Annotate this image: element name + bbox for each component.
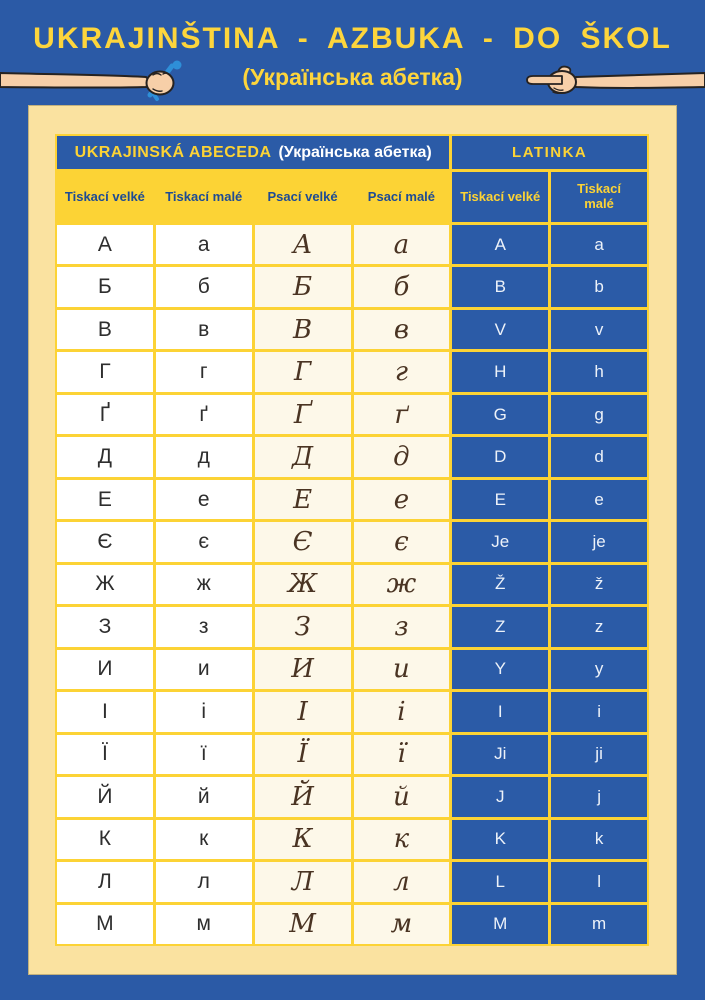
cell-lat-lower: h — [551, 352, 647, 391]
cell-cyr-script-upper: А — [255, 225, 351, 264]
cell-lat-upper: A — [452, 225, 548, 264]
cell-lat-lower: j — [551, 777, 647, 816]
cell-lat-lower: v — [551, 310, 647, 349]
cell-cyr-script-upper: Ж — [255, 565, 351, 604]
cell-lat-upper: G — [452, 395, 548, 434]
column-header-cyr-print-upper: Tiskací velké — [57, 172, 153, 222]
cell-cyr-print-lower: м — [156, 905, 252, 944]
cell-cyr-print-lower: в — [156, 310, 252, 349]
cell-cyr-script-lower: л — [354, 862, 450, 901]
cell-cyr-print-upper: А — [57, 225, 153, 264]
cell-cyr-script-lower: ж — [354, 565, 450, 604]
group-header-latin: LATINKA — [452, 136, 647, 169]
cell-cyr-script-upper: І — [255, 692, 351, 731]
cell-cyr-print-lower: і — [156, 692, 252, 731]
cell-cyr-print-upper: Е — [57, 480, 153, 519]
cell-cyr-print-lower: д — [156, 437, 252, 476]
group-header-ukrainian — [57, 136, 449, 169]
cell-lat-upper: Z — [452, 607, 548, 646]
cell-cyr-script-upper: В — [255, 310, 351, 349]
column-header-lat-print-upper: Tiskací velké — [452, 172, 548, 222]
group-header-ukrainian-main: UKRAJINSKÁ ABECEDA — [74, 143, 272, 161]
cell-cyr-print-upper: Ж — [57, 565, 153, 604]
cell-cyr-script-upper: Ї — [255, 735, 351, 774]
cell-lat-upper: M — [452, 905, 548, 944]
cell-cyr-print-lower: к — [156, 820, 252, 859]
cell-cyr-script-upper: Д — [255, 437, 351, 476]
cell-cyr-script-lower: ґ — [354, 395, 450, 434]
column-header-lat-print-lower: Tiskací malé — [551, 172, 647, 222]
cell-cyr-script-upper: И — [255, 650, 351, 689]
cell-cyr-print-upper: Л — [57, 862, 153, 901]
cell-lat-upper: Ž — [452, 565, 548, 604]
cell-lat-lower: y — [551, 650, 647, 689]
cell-lat-upper: V — [452, 310, 548, 349]
cell-cyr-print-upper: М — [57, 905, 153, 944]
cell-cyr-script-lower: з — [354, 607, 450, 646]
cell-cyr-print-lower: г — [156, 352, 252, 391]
cell-cyr-print-upper: Г — [57, 352, 153, 391]
cell-cyr-script-lower: б — [354, 267, 450, 306]
page-title: UKRAJINŠTINA - AZBUKA - DO ŠKOL — [33, 22, 672, 55]
cell-cyr-script-lower: й — [354, 777, 450, 816]
cell-lat-upper: L — [452, 862, 548, 901]
alphabet-table — [55, 134, 649, 946]
pointing-hand-icon — [520, 57, 705, 103]
cell-cyr-print-lower: л — [156, 862, 252, 901]
cell-cyr-print-lower: ї — [156, 735, 252, 774]
cell-cyr-print-upper: В — [57, 310, 153, 349]
cell-cyr-script-upper: Г — [255, 352, 351, 391]
cell-cyr-print-upper: К — [57, 820, 153, 859]
cell-lat-upper: J — [452, 777, 548, 816]
cell-lat-upper: I — [452, 692, 548, 731]
cell-cyr-print-lower: є — [156, 522, 252, 561]
column-header-cyr-script-lower: Psací malé — [354, 172, 450, 222]
cell-cyr-print-upper: Й — [57, 777, 153, 816]
cell-cyr-print-upper: З — [57, 607, 153, 646]
cell-cyr-print-lower: е — [156, 480, 252, 519]
cell-cyr-script-upper: К — [255, 820, 351, 859]
cell-cyr-script-lower: к — [354, 820, 450, 859]
cell-cyr-script-upper: Ґ — [255, 395, 351, 434]
cell-cyr-print-lower: а — [156, 225, 252, 264]
cell-cyr-print-lower: ґ — [156, 395, 252, 434]
cell-cyr-print-upper: Ґ — [57, 395, 153, 434]
cell-cyr-print-upper: Є — [57, 522, 153, 561]
cell-cyr-print-upper: Ї — [57, 735, 153, 774]
cell-cyr-print-lower: б — [156, 267, 252, 306]
column-header-cyr-script-upper: Psací velké — [255, 172, 351, 222]
cell-lat-upper: Ji — [452, 735, 548, 774]
cell-cyr-script-upper: Е — [255, 480, 351, 519]
cell-lat-upper: D — [452, 437, 548, 476]
cell-cyr-print-lower: и — [156, 650, 252, 689]
cell-lat-lower: d — [551, 437, 647, 476]
group-header-ukrainian-secondary: (Українська абетка) — [278, 143, 432, 161]
cell-lat-lower: a — [551, 225, 647, 264]
cell-lat-lower: g — [551, 395, 647, 434]
cell-cyr-script-upper: Б — [255, 267, 351, 306]
cell-lat-lower: i — [551, 692, 647, 731]
cell-lat-lower: e — [551, 480, 647, 519]
cell-cyr-print-upper: Б — [57, 267, 153, 306]
cell-cyr-script-upper: Й — [255, 777, 351, 816]
cell-lat-upper: K — [452, 820, 548, 859]
cell-lat-upper: H — [452, 352, 548, 391]
cell-lat-lower: je — [551, 522, 647, 561]
cell-cyr-script-lower: в — [354, 310, 450, 349]
chart-panel — [28, 105, 677, 975]
cell-cyr-script-upper: Л — [255, 862, 351, 901]
cell-lat-lower: ji — [551, 735, 647, 774]
cell-cyr-print-lower: ж — [156, 565, 252, 604]
cell-cyr-script-lower: і — [354, 692, 450, 731]
cell-cyr-script-lower: д — [354, 437, 450, 476]
cell-cyr-print-upper: І — [57, 692, 153, 731]
cell-cyr-script-upper: Є — [255, 522, 351, 561]
cell-lat-lower: ž — [551, 565, 647, 604]
cell-cyr-script-lower: г — [354, 352, 450, 391]
cell-lat-lower: z — [551, 607, 647, 646]
cell-cyr-print-upper: И — [57, 650, 153, 689]
cell-lat-lower: k — [551, 820, 647, 859]
cell-cyr-script-lower: а — [354, 225, 450, 264]
cell-cyr-print-lower: з — [156, 607, 252, 646]
cell-lat-upper: B — [452, 267, 548, 306]
cell-cyr-script-lower: е — [354, 480, 450, 519]
cell-lat-lower: b — [551, 267, 647, 306]
cell-lat-upper: Y — [452, 650, 548, 689]
cell-cyr-script-lower: ї — [354, 735, 450, 774]
cell-lat-upper: E — [452, 480, 548, 519]
cell-cyr-script-lower: м — [354, 905, 450, 944]
cell-cyr-script-upper: З — [255, 607, 351, 646]
page-subtitle: (Українська абетка) — [242, 64, 463, 90]
cell-cyr-script-lower: и — [354, 650, 450, 689]
cell-lat-lower: m — [551, 905, 647, 944]
cell-lat-lower: l — [551, 862, 647, 901]
cell-cyr-script-upper: М — [255, 905, 351, 944]
cell-cyr-print-lower: й — [156, 777, 252, 816]
column-header-cyr-print-lower: Tiskací malé — [156, 172, 252, 222]
cell-cyr-print-upper: Д — [57, 437, 153, 476]
cell-lat-upper: Je — [452, 522, 548, 561]
cell-cyr-script-lower: є — [354, 522, 450, 561]
